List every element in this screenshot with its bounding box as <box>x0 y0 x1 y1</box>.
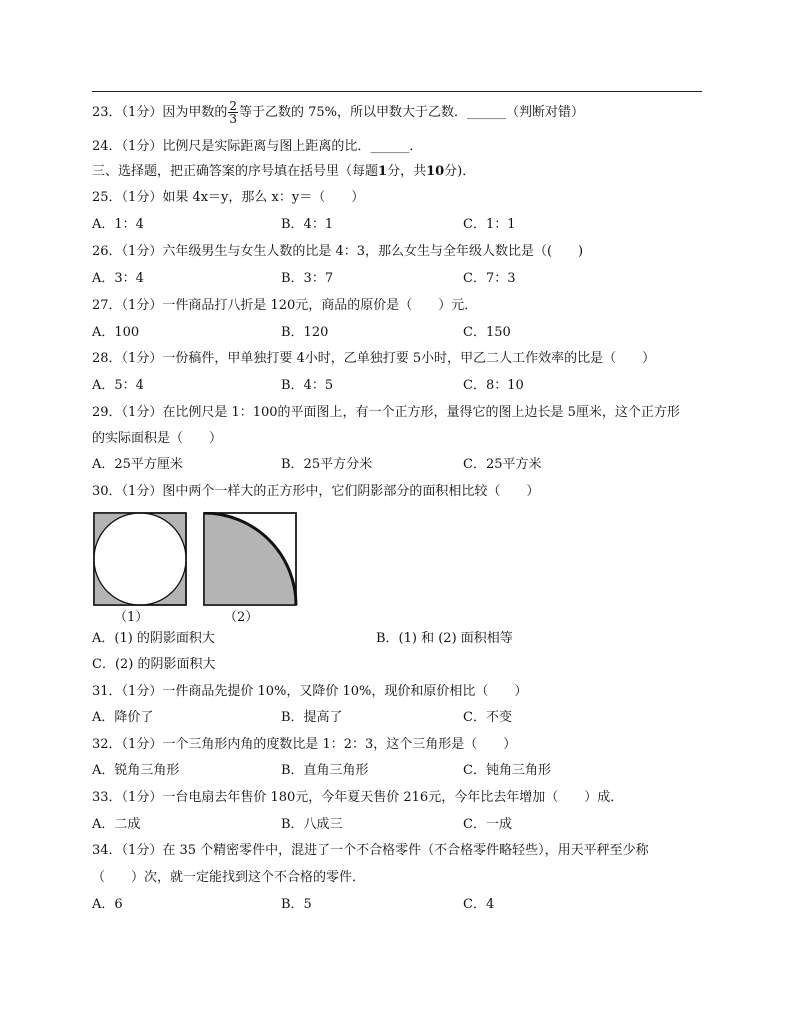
q26-option-b[interactable]: B．3：7 <box>281 271 334 286</box>
section-3-part1: 三、选择题，把正确答案的序号填在括号里（每题 <box>92 164 379 179</box>
q27-option-b[interactable]: B．120 <box>281 325 329 340</box>
fraction-numerator: 2 <box>229 99 237 113</box>
q25-option-b[interactable]: B．4：1 <box>281 217 334 232</box>
q25-option-a[interactable]: A．1：4 <box>92 217 144 232</box>
question-28: 28．（1分）一份稿件，甲单独打要 4小时，乙单独打要 5小时，甲乙二人工作效率的比是（ ） <box>92 351 656 366</box>
question-23-suffix: 等于乙数的 75%，所以甲数大于乙数．______（判断对错） <box>238 105 584 120</box>
figure-2-caption: （2） <box>224 610 259 625</box>
q29-option-b[interactable]: B．25平方分米 <box>281 457 373 472</box>
q32-option-b[interactable]: B．直角三角形 <box>281 763 369 778</box>
section-3-points-each: 1 <box>378 164 388 179</box>
q34-option-c[interactable]: C．4 <box>463 897 495 912</box>
section-3-part2: 分，共 <box>387 164 427 179</box>
section-3-points-total: 10 <box>426 164 445 179</box>
q26-option-c[interactable]: C．7：3 <box>463 271 516 286</box>
q28-option-b[interactable]: B．4：5 <box>281 378 334 393</box>
figure-1-caption: （1） <box>114 610 149 625</box>
question-32: 32．（1分）一个三角形内角的度数比是 1：2：3，这个三角形是（ ） <box>92 737 517 752</box>
question-29-line-2: 的实际面积是（ ） <box>92 431 223 446</box>
q30-option-a[interactable]: A．(1) 的阴影面积大 <box>92 631 215 646</box>
q31-option-c[interactable]: C．不变 <box>463 710 512 725</box>
question-33: 33．（1分）一台电扇去年售价 180元，今年夏天售价 216元，今年比去年增加（ ）成． <box>92 790 624 805</box>
q33-option-b[interactable]: B．八成三 <box>281 817 343 832</box>
question-30: 30．（1分）图中两个一样大的正方形中，它们阴影部分的面积相比较（ ） <box>92 484 540 499</box>
q34-option-a[interactable]: A．6 <box>92 897 123 912</box>
q33-option-c[interactable]: C．一成 <box>463 817 512 832</box>
q30-option-b[interactable]: B．(1) 和 (2) 面积相等 <box>376 631 513 646</box>
section-3-part3: 分)． <box>444 164 476 179</box>
q27-option-a[interactable]: A．100 <box>92 325 140 340</box>
fraction-denominator: 3 <box>229 112 237 126</box>
question-34-line-2: （ ）次，就一定能找到这个不合格的零件． <box>92 870 366 885</box>
q25-option-c[interactable]: C．1：1 <box>463 217 516 232</box>
q30-option-c[interactable]: C．(2) 的阴影面积大 <box>92 657 216 672</box>
question-25: 25．（1分）如果 4x＝y，那么 x：y＝（ ） <box>92 190 365 205</box>
q27-option-c[interactable]: C．150 <box>463 325 511 340</box>
q28-option-a[interactable]: A．5：4 <box>92 378 144 393</box>
q28-option-c[interactable]: C．8：10 <box>463 378 524 393</box>
fraction-two-thirds <box>228 100 238 125</box>
q26-option-a[interactable]: A．3：4 <box>92 271 144 286</box>
q33-option-a[interactable]: A．二成 <box>92 817 141 832</box>
question-29-line-1: 29．（1分）在比例尺是 1：100的平面图上，有一个正方形，量得它的图上边长是 5厘米，这个正方形 <box>92 405 680 420</box>
section-3-heading <box>92 164 475 180</box>
question-23-prefix: 23．（1分）因为甲数的 <box>92 105 228 120</box>
q34-option-b[interactable]: B．5 <box>281 897 312 912</box>
question-24: 24．（1分）比例尺是实际距离与图上距离的比．______． <box>92 139 423 154</box>
q32-option-c[interactable]: C．钝角三角形 <box>463 763 551 778</box>
question-31: 31．（1分）一件商品先提价 10%，又降价 10%，现价和原价相比（ ） <box>92 684 528 699</box>
question-23 <box>92 100 584 125</box>
question-34-line-1: 34．（1分）在 35 个精密零件中，混进了一个不合格零件（不合格零件略轻些），用天平秤至少称 <box>92 843 649 858</box>
figure-2-square-quarter-circle <box>203 512 298 607</box>
q31-option-a[interactable]: A．降价了 <box>92 710 154 725</box>
q32-option-a[interactable]: A．锐角三角形 <box>92 763 180 778</box>
question-26: 26．（1分）六年级男生与女生人数的比是 4：3，那么女生与全年级人数比是（( ) <box>92 244 584 259</box>
q29-option-a[interactable]: A．25平方厘米 <box>92 457 183 472</box>
header-rule <box>92 91 702 92</box>
q31-option-b[interactable]: B．提高了 <box>281 710 343 725</box>
figure-1-square-two-semicircles <box>93 512 188 607</box>
question-27: 27．（1分）一件商品打八折是 120元，商品的原价是（ ）元． <box>92 298 478 313</box>
q29-option-c[interactable]: C．25平方米 <box>463 457 542 472</box>
